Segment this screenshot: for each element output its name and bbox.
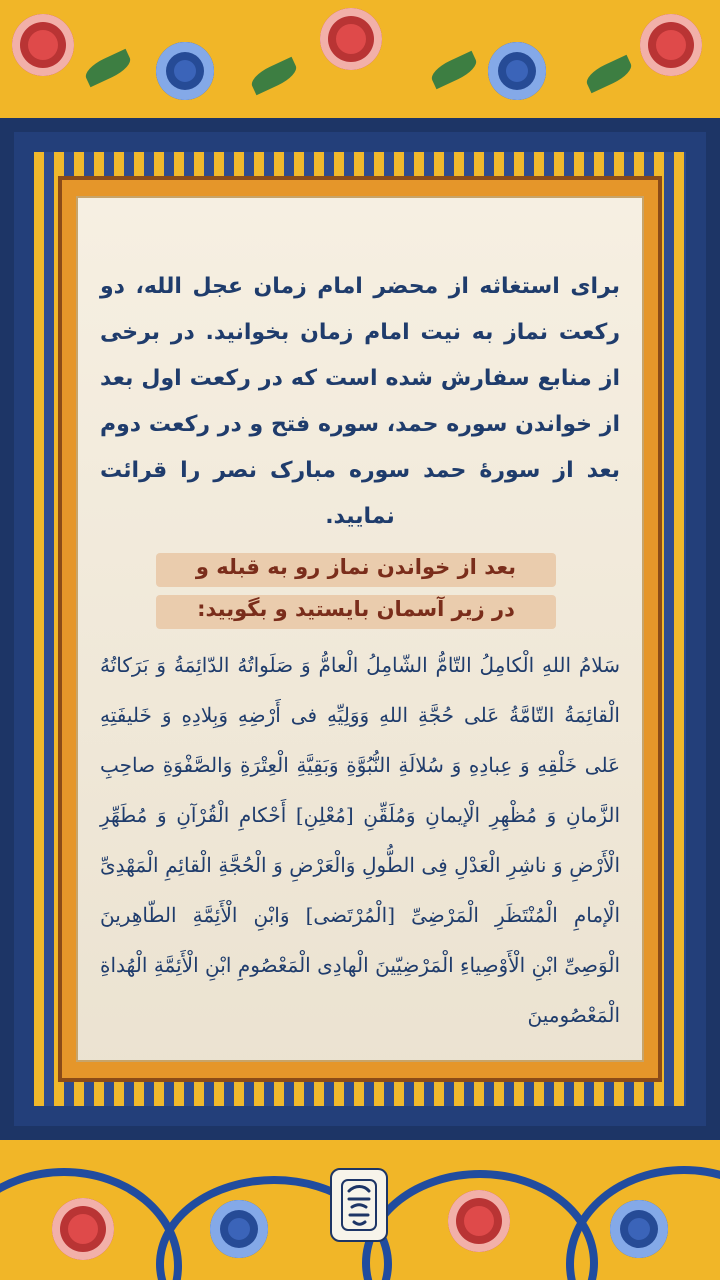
flower-icon bbox=[610, 1200, 668, 1258]
instruction-paragraph: برای استغاثه از محضر امام زمان عجل الله، دو رکعت نماز به نیت امام زمان بخوانید. در برخی از منابع سفارش شده است که در رکعت اول بعد از خواندن سوره حمد، سوره فتح و در رکعت دوم بعد از سورهٔ حمد سوره مبارک نصر را قرائت نمایید. bbox=[100, 274, 620, 529]
flower-icon bbox=[52, 1198, 114, 1260]
flower-icon bbox=[12, 14, 74, 76]
flower-icon bbox=[210, 1200, 268, 1258]
prayer-text: سَلامُ اللهِ الْکامِلُ التّامُّ الشّامِلُ الْعامُّ وَ صَلَواتُهُ الدّائِمَةُ وَ بَرَکاتُهُ الْقائِمَةُ التّامَّةُ عَلی حُجَّةِ اللهِ وَوَلِیِّهِ فی أَرْضِهِ وَبِلادِهِ وَ خَلیفَتِهِ عَلی خَلْقِهِ وَ عِبادِهِ وَ سُلالَةِ النُّبُوَّةِ وَبَقِیَّةِ الْعِتْرَةِ وَالصَّفْوَةِ صاحِبِ الزَّمانِ وَ مُظْهِرِ الْإیمانِ وَمُلَقِّنِ [مُعْلِنِ] أَحْکامِ الْقُرْآنِ وَ مُطَهِّرِ الْأَرْضِ وَ ناشِرِ الْعَدْلِ فِی الطُّولِ وَالْعَرْضِ وَ الْحُجَّةِ الْقائِمِ الْمَهْدِیِّ الْإمامِ الْمُنْتَظَرِ الْمَرْضِیِّ [الْمُرْتَضی] وَابْنِ الْأَئِمَّةِ الطّاهِرینَ الْوَصِیِّ ابْنِ الْأَوْصِیاءِ الْمَرْضِیّینَ الْهادِی الْمَعْصُومِ ابْنِ الْأَئِمَّةِ الْهُداةِ الْمَعْصُومینَ bbox=[100, 653, 620, 1027]
flower-icon bbox=[640, 14, 702, 76]
calligraphy-logo-icon bbox=[330, 1168, 388, 1242]
flower-icon bbox=[320, 8, 382, 70]
highlight-line: بعد از خواندن نماز رو به قبله و bbox=[195, 555, 517, 579]
flower-icon bbox=[156, 42, 214, 100]
highlight-line: در زیر آسمان بایستید و بگویید: bbox=[197, 597, 515, 621]
flower-icon bbox=[448, 1190, 510, 1252]
flower-icon bbox=[488, 42, 546, 100]
